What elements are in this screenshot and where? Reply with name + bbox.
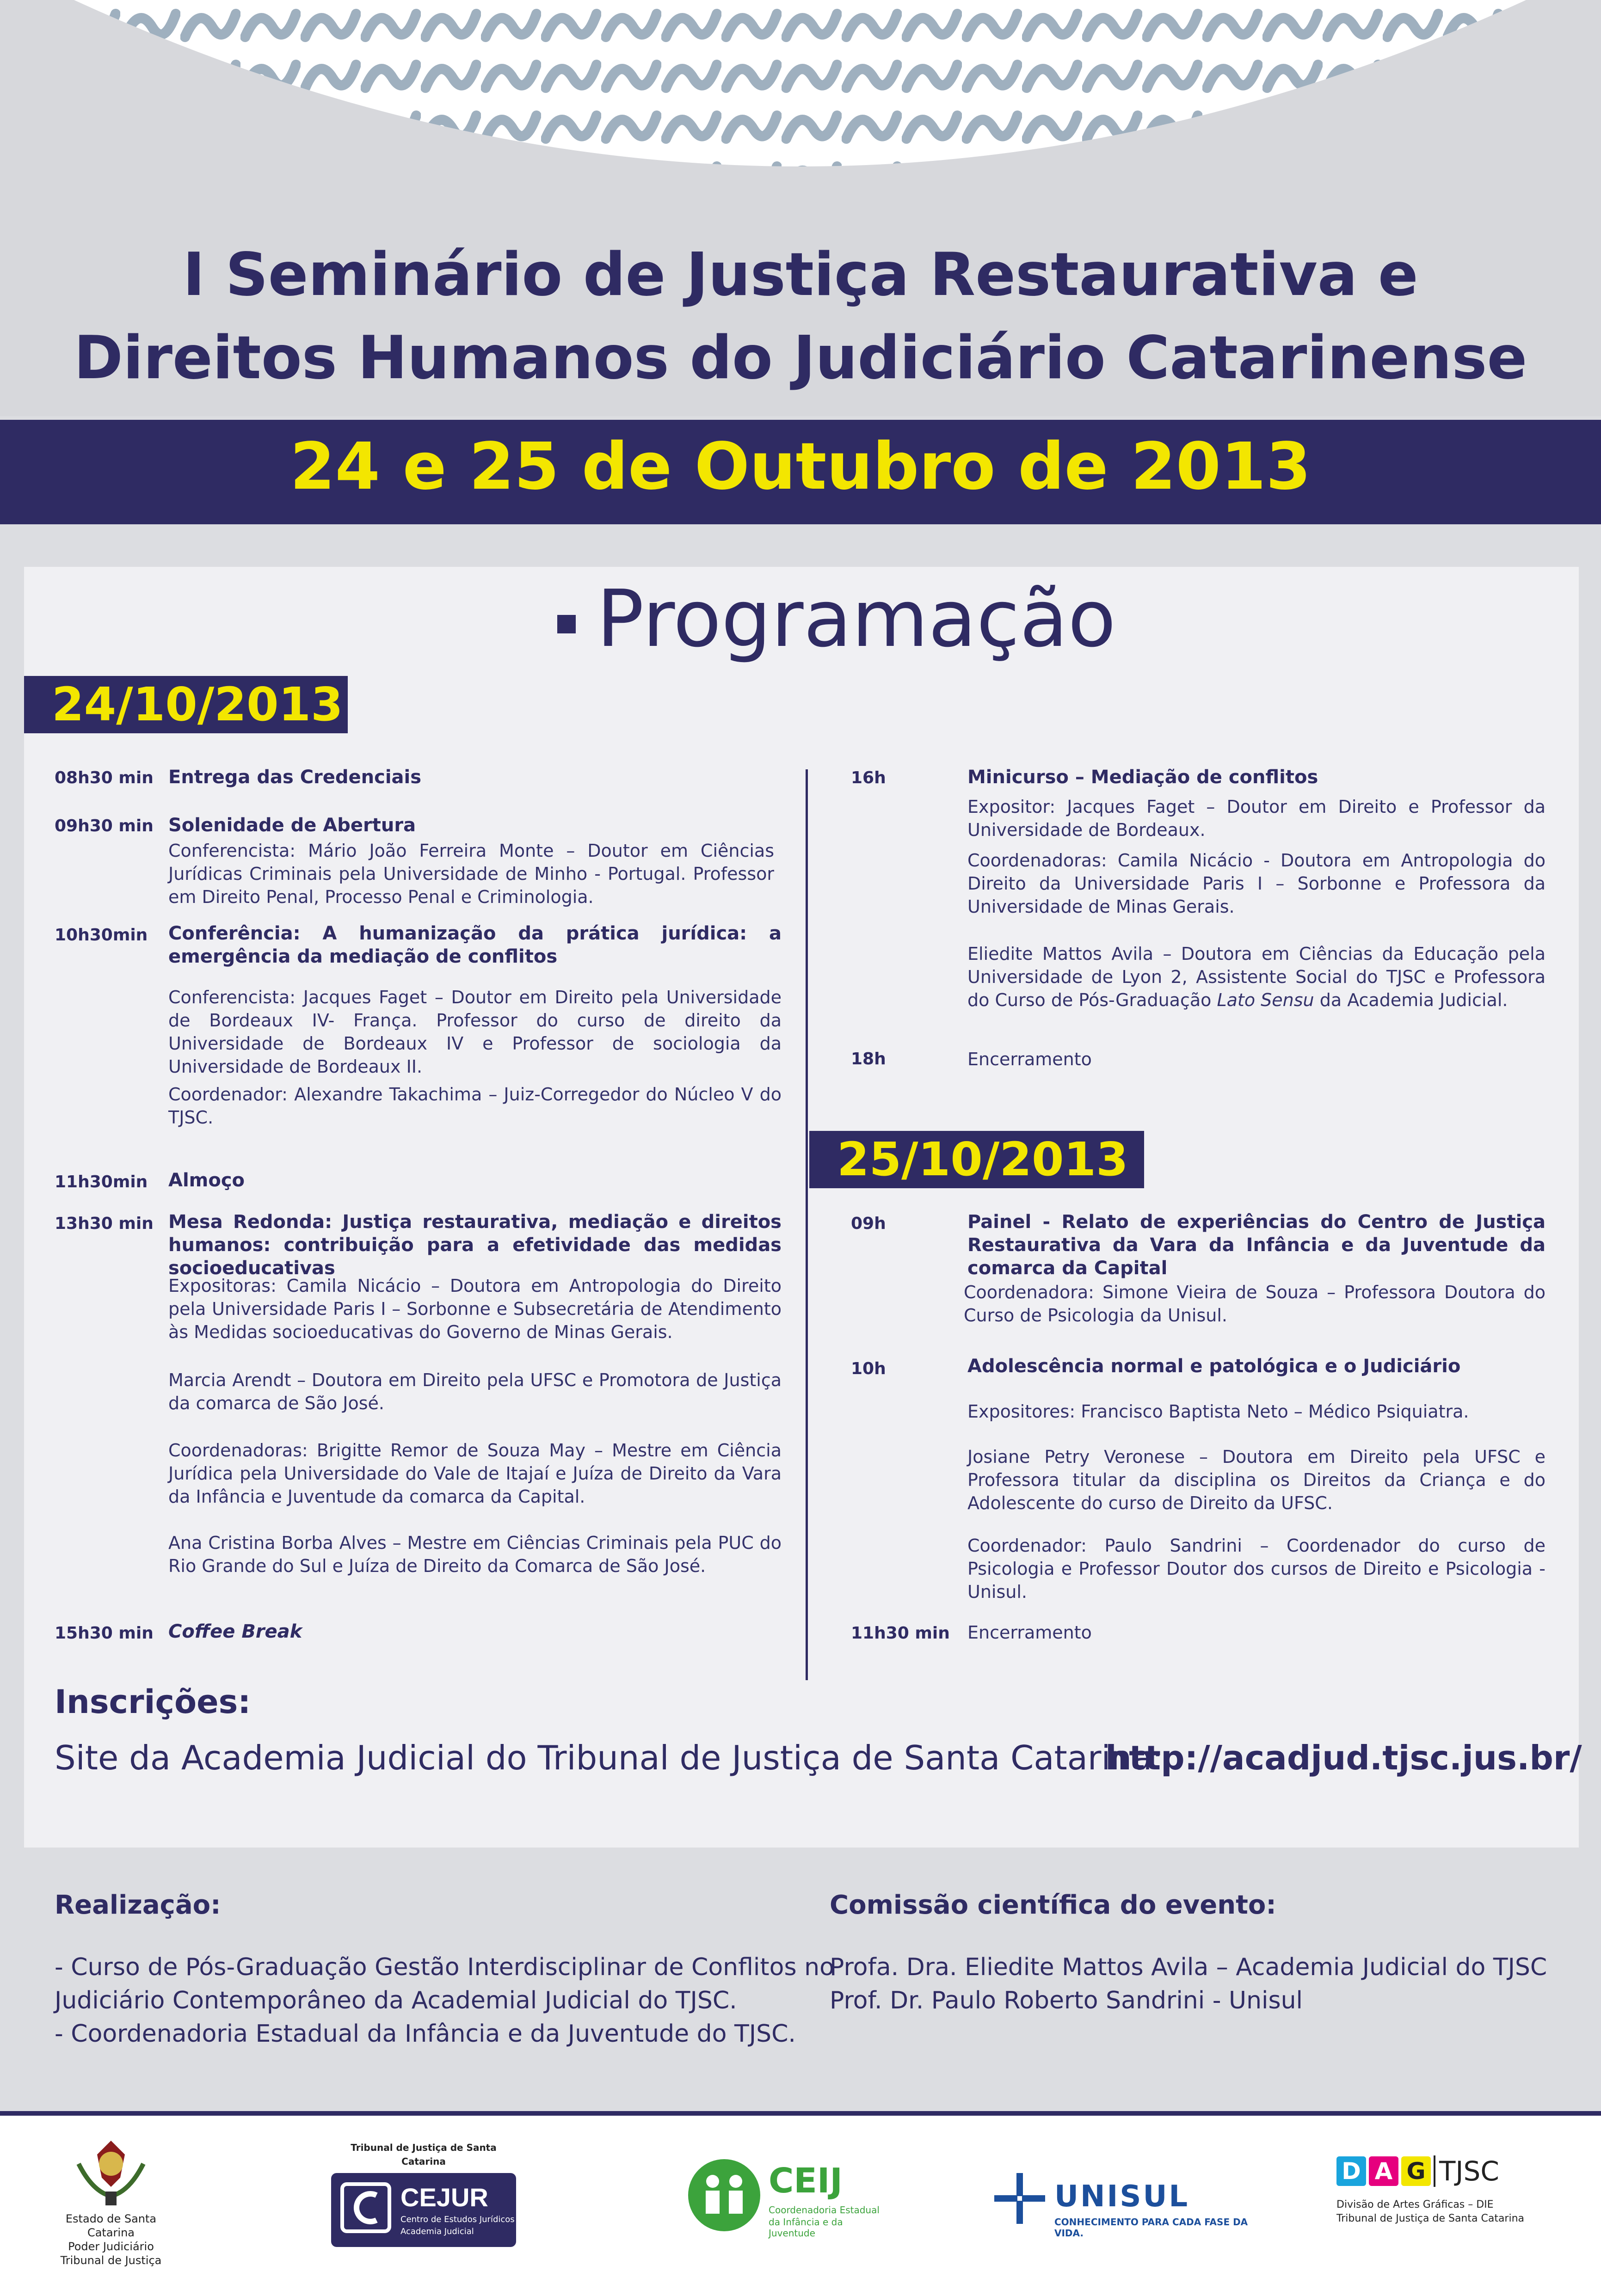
ceij-logo bbox=[687, 2158, 891, 2237]
event-description: Expositores: Francisco Baptista Neto – Médico Psiquiatra. bbox=[967, 1401, 1469, 1422]
event-description-part: da Academia Judicial. bbox=[1314, 990, 1508, 1010]
cejur-name: CEJUR bbox=[400, 2183, 488, 2212]
event-description: Josiane Petry Veronese – Doutora em Direito pela UFSC e Professora titular da disciplina os Direitos da Criança e do Adolescente do curso de Direito da UFSC. bbox=[967, 1447, 1546, 1513]
event-description: Coordenadoras: Brigitte Remor de Souza May – Mestre em Ciência Jurídica pela Universidade do Vale de Itajaí e Juíza de Direito da Vara da Infância e Juventude da comarca da Capital. bbox=[168, 1440, 782, 1507]
unisul-arrows-icon bbox=[990, 2168, 1050, 2228]
ceij-sub: Coordenadoria Estadual bbox=[769, 2204, 880, 2216]
event-title: Minicurso – Mediação de conflitos bbox=[967, 767, 1318, 788]
event-time: 11h30min bbox=[55, 1173, 148, 1191]
cejur-logo bbox=[331, 2141, 516, 2247]
event-description: Coordenadoras: Camila Nicácio - Doutora em Antropologia do Direito da Universidade Paris I – Sorbonne e Professora da Universidade de Minas Gerais. bbox=[967, 850, 1546, 917]
inscricoes-title: Inscrições: bbox=[55, 1683, 251, 1721]
ceij-sub: da Infância e da Juventude bbox=[769, 2216, 843, 2239]
event-time: 09h30 min bbox=[55, 816, 154, 835]
dag-letters bbox=[1336, 2156, 1554, 2189]
inscricoes-text: Site da Academia Judicial do Tribunal de Justiça de Santa Catarina: bbox=[55, 1738, 1164, 1777]
estado-logo-line: Poder Judiciário bbox=[68, 2240, 154, 2253]
realizacao-title: Realização: bbox=[55, 1890, 221, 1920]
ceij-children-icon bbox=[687, 2158, 761, 2232]
event-description: Conferencista: Jacques Faget – Doutor em Direito pela Universidade de Bordeaux IV- França. Professor do curso de direito da Universidade de Bordeaux IV e Professor de sociologia da Universidade de Bordeaux II. bbox=[168, 987, 782, 1077]
dag-letter-d: D bbox=[1336, 2156, 1366, 2186]
cejur-sub: Academia Judicial bbox=[400, 2227, 474, 2236]
estado-logo-line: Tribunal de Justiça bbox=[60, 2254, 162, 2267]
column-divider bbox=[806, 769, 808, 1680]
comissao-line: Prof. Dr. Paulo Roberto Sandrini - Unisul bbox=[830, 1987, 1303, 2014]
cejur-badge bbox=[331, 2173, 516, 2247]
event-title: Solenidade de Abertura bbox=[168, 815, 416, 836]
dag-letter-a: A bbox=[1369, 2156, 1398, 2186]
realizacao-line: - Curso de Pós-Graduação Gestão Interdisciplinar de Conflitos no bbox=[55, 1953, 834, 1981]
dag-logo bbox=[1336, 2156, 1554, 2226]
event-date: 24 e 25 de Outubro de 2013 bbox=[290, 429, 1311, 504]
unisul-name: UNISUL bbox=[1054, 2179, 1190, 2214]
dag-tjsc: TJSC bbox=[1434, 2155, 1499, 2187]
event-time: 13h30 min bbox=[55, 1214, 154, 1233]
program-panel bbox=[24, 567, 1579, 1848]
event-title: Coffee Break bbox=[168, 1621, 302, 1642]
event-title: Adolescência normal e patológica e o Judiciário bbox=[967, 1356, 1461, 1377]
comissao-line: Profa. Dra. Eliedite Mattos Avila – Academia Judicial do TJSC bbox=[830, 1953, 1547, 1981]
realizacao-line: Judiciário Contemporâneo da Academial Judicial do TJSC. bbox=[55, 1987, 737, 2014]
event-time: 08h30 min bbox=[55, 768, 154, 787]
program-title: Programação bbox=[597, 573, 1116, 665]
event-description: Expositor: Jacques Faget – Doutor em Direito e Professor da Universidade de Bordeaux. bbox=[967, 797, 1546, 840]
realizacao-line: - Coordenadoria Estadual da Infância e da Juventude do TJSC. bbox=[55, 2020, 796, 2048]
estado-logo-line: Estado de Santa Catarina bbox=[65, 2212, 157, 2239]
ceij-name: CEIJ bbox=[769, 2161, 843, 2201]
unisul-logo bbox=[990, 2168, 1267, 2239]
event-time: 18h bbox=[851, 1050, 886, 1068]
unisul-tagline: CONHECIMENTO PARA CADA FASE DA VIDA. bbox=[1054, 2216, 1248, 2239]
estado-logo bbox=[51, 2136, 171, 2267]
event-description: Expositoras: Camila Nicácio – Doutora em Antropologia do Direito pela Universidade Paris I – Sorbonne e Subsecretária de Atendimento às Medidas socioeducativas do Governo de Minas Gerais. bbox=[168, 1276, 782, 1342]
event-title-line-1: I Seminário de Justiça Restaurativa e bbox=[183, 240, 1418, 309]
coat-of-arms-icon bbox=[51, 2136, 171, 2210]
event-description: Coordenador: Paulo Sandrini – Coordenador do curso de Psicologia e Professor Doutor dos cursos de Direito e Psicologia - Unisul. bbox=[967, 1535, 1546, 1602]
event-time: 09h bbox=[851, 1214, 886, 1233]
event-description bbox=[967, 942, 1546, 1012]
event-title: Entrega das Credenciais bbox=[168, 767, 422, 788]
bullet-icon bbox=[557, 615, 576, 633]
cejur-sub: Centro de Estudos Jurídicos bbox=[400, 2215, 515, 2224]
dag-sub: Divisão de Artes Gráficas – DIE bbox=[1336, 2199, 1494, 2210]
event-description: Coordenadora: Simone Vieira de Souza – Professora Doutora do Curso de Psicologia da Unisul. bbox=[964, 1282, 1546, 1326]
event-description: Coordenador: Alexandre Takachima – Juiz-Corregedor do Núcleo V do TJSC. bbox=[168, 1084, 782, 1128]
decorative-wave-pattern bbox=[0, 0, 1601, 176]
cejur-emblem-icon bbox=[340, 2182, 391, 2233]
event-time: 10h30min bbox=[55, 926, 148, 945]
event-description-italic: Lato Sensu bbox=[1217, 990, 1314, 1010]
event-description: Ana Cristina Borba Alves – Mestre em Ciências Criminais pela PUC do Rio Grande do Sul e Juíza de Direito da Comarca de São José. bbox=[168, 1533, 782, 1576]
event-title-line-2: Direitos Humanos do Judiciário Catarinense bbox=[74, 324, 1527, 393]
event-title: Encerramento bbox=[967, 1049, 1092, 1069]
cejur-top-text: Tribunal de Justiça de Santa Catarina bbox=[351, 2142, 497, 2167]
event-description: Marcia Arendt – Doutora em Direito pela UFSC e Promotora de Justiça da comarca de São José. bbox=[168, 1370, 782, 1413]
event-time: 16h bbox=[851, 768, 886, 787]
dag-sub: Tribunal de Justiça de Santa Catarina bbox=[1336, 2213, 1525, 2224]
comissao-title: Comissão científica do evento: bbox=[830, 1890, 1276, 1920]
event-description: Conferencista: Mário João Ferreira Monte – Doutor em Ciências Jurídicas Criminais pela Universidade de Minho - Portugal. Professor em Direito Penal, Processo Penal e Criminologia. bbox=[168, 841, 774, 907]
inscricoes-link[interactable]: http://acadjud.tjsc.jus.br/ bbox=[1105, 1738, 1582, 1777]
day1-date-label: 24/10/2013 bbox=[24, 676, 348, 733]
event-time: 15h30 min bbox=[55, 1624, 154, 1643]
day2-date-label: 25/10/2013 bbox=[809, 1131, 1144, 1188]
footer-rule bbox=[0, 2111, 1601, 2116]
event-title: Conferência: A humanização da prática jurídica: a emergência da mediação de conflitos bbox=[168, 923, 782, 967]
event-title: Painel - Relato de experiências do Centro de Justiça Restaurativa da Vara da Infância e da Juventude da comarca da Capital bbox=[967, 1211, 1546, 1279]
event-title: Encerramento bbox=[967, 1622, 1092, 1643]
dag-letter-g: G bbox=[1401, 2156, 1431, 2186]
event-time: 11h30 min bbox=[851, 1624, 950, 1643]
event-time: 10h bbox=[851, 1359, 886, 1378]
event-title: Mesa Redonda: Justiça restaurativa, mediação e direitos humanos: contribuição para a efetividade das medidas socioeducativas bbox=[168, 1211, 782, 1279]
event-description-part: Eliedite Mattos Avila – Doutora em Ciências da Educação pela Universidade de Lyon 2, Assistente Social do TJSC e Professora do Curso de Pós-Graduação bbox=[967, 944, 1546, 1010]
event-title: Almoço bbox=[168, 1170, 245, 1191]
